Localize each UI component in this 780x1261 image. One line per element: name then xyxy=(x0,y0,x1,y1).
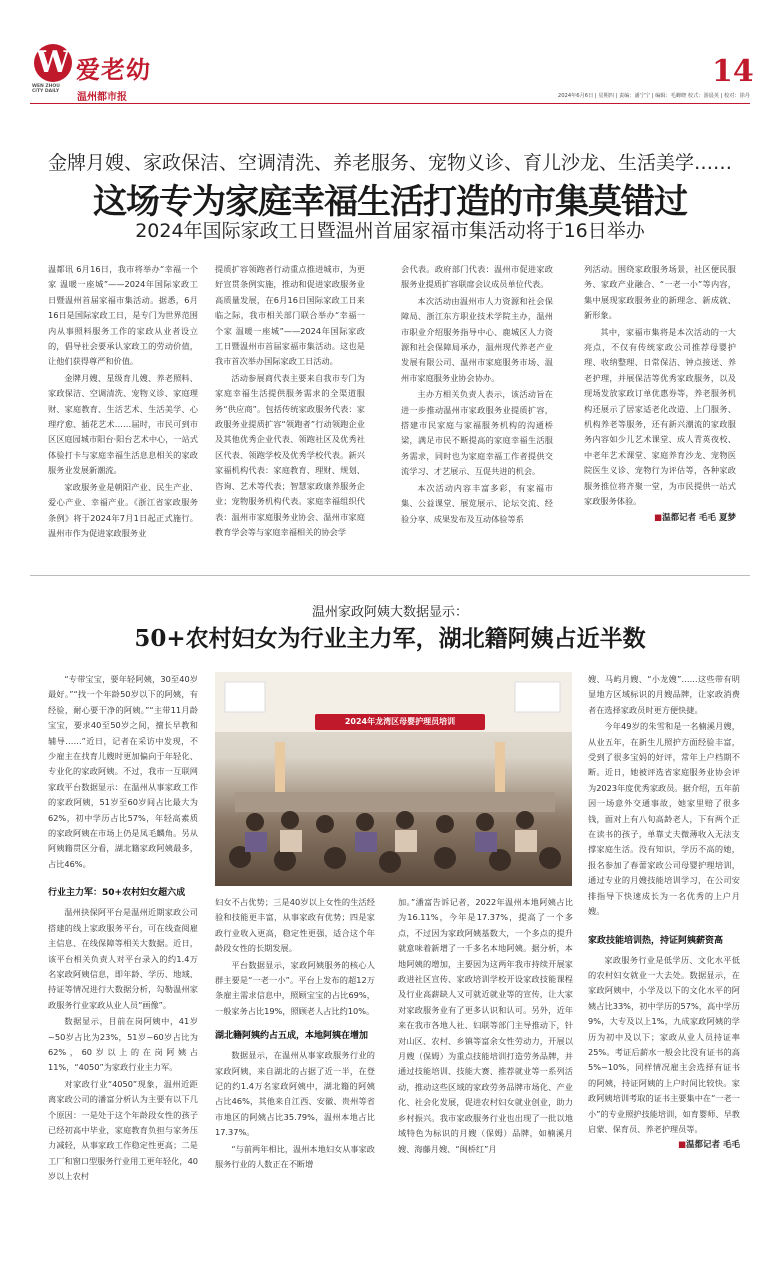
section-title: 爱老幼 xyxy=(76,55,151,84)
article1-paragraph: 家政服务业是朝阳产业、民生产业、爱心产业、幸福产业。《浙江省家政服务条例》将于2024年7月1日起正式施行。温州市作为促进家政服务业 xyxy=(48,481,198,538)
masthead xyxy=(0,0,780,106)
article2-paragraph: 数据显示，目前在岗阿姨中，41岁~50岁占比为23%，51岁~60岁占比为62%，60岁以上的在岗阿姨占11%，“4050”为家政行业主力军。 xyxy=(48,1016,198,1073)
byline-text: 温都记者 毛毛 夏梦 xyxy=(662,512,736,523)
training-photo xyxy=(215,672,572,886)
article2-paragraph: 加。”潘富告诉记者，2022年温州本地阿姨占比为16.11%，今年是17.37%，提高了一个多点，不过因为家政阿姨基数大，一个多点的提升就意味着新增了一千多名本地阿姨。据分析，本地阿姨的增加，主要因为这两年我市持续开展家政进社区宣传、家政培训学校开设家政技能课程及行业高薪缺人又可就近就业等的宣传，让大家对家政服务业有了更多认识和认可。另外，近年来在我市各地人社、妇联等部门主导推动下，针对山区、农村、乡镇等富余女性劳动力，开展以月嫂（保姆）为重点技能培训打造劳务品牌，并通过技能培训、技能大赛、推荐就业等一系列活动，推动这些区域的家政劳务品牌市场化、产业化、社会化发展，促进农村妇女就业创业，助力乡村振兴。我市家政服务行业也出现了一批以地域特色为标识的月嫂（保姆）品牌，如楠溪月嫂、海藤月嫂、“闽桥红”月 xyxy=(398,897,573,1154)
article1-paragraph: 金牌月嫂、星级育儿嫂、养老照料、家政保洁、空调清洗、宠物义诊、家庭理财、家庭教育、生活艺术、生活美学、心理疗愈、插花艺术……届时，市民可到市区区庭园城市阳台·阳台艺术中心，一站式体验打卡与家庭幸福生活息息相关的家政服务业发展新潮流。 xyxy=(48,372,198,476)
byline-mark: ■ xyxy=(654,512,663,523)
article1-column-3 xyxy=(401,262,553,528)
article2-paragraph: 数据显示，在温州从事家政服务行业的家政阿姨，来自湖北的占据了近一半，在登记的约1.4万名家政阿姨中，湖北籍的阿姨占比46%，其他来自江西、安徽、贵州等省市地区的阿姨占比35.79%，温州本地占比17.37%。 xyxy=(215,1050,375,1138)
page-meta: 2024年6月6日 | 星期四 | 责编：潘宁宁 | 编辑：毛蝉晓 校式：游晨英 | 校对：徐丹 xyxy=(557,93,750,99)
article1-subhead: 2024年国际家政工日暨温州首届家福市集活动将于16日举办 xyxy=(135,220,645,242)
byline-text: 温都记者 毛毛 xyxy=(686,1140,740,1151)
article1-headline: 这场专为家庭幸福生活打造的市集莫错过 xyxy=(93,182,687,222)
photo-illustration xyxy=(215,672,572,886)
article1-column-4 xyxy=(584,262,736,526)
logo-icon xyxy=(34,44,72,82)
article2-column-mid2 xyxy=(398,895,573,1158)
article1-paragraph: 其中，家福市集将是本次活动的一大亮点，不仅有传统家政公司推荐母婴护理、收纳整理、日常保洁、钟点接送、养老护理，并展保洁等优秀家政服务，以及现场发放家政订单优惠券等，养老服务机构还展示了居家适老化改造、上门服务、机构养老等服务，还有新兴潮流的家政服务内容如少儿艺术课堂、成人青英夜校、中老年艺术课堂、家庭养育沙龙、宠物医院医生义诊、宠物行为评估等，各种家政服务推位将齐聚一堂，为市民提供一站式家政服务体验。 xyxy=(584,326,736,507)
article2-paragraph: “专带宝宝，要年轻阿姨，30至40岁最好。”“找一个年龄50岁以下的阿姨，有经验，耐心要干净的阿姨。”“主带11月龄宝宝，要求40至50岁之间，擅长早教和辅导……”近日，记者在采访中发现，不少雇主在找育儿嫂时更加偏向于年轻化、专业化的家政阿姨。不过，我市一互联网家政平台数据显示：在温州从事家政工作的家政阿姨，51岁至60岁间占比最大为62%，初中学历占比57%，年轻高素质的家政阿姨在市场上仍是凤毛麟角。另从阿姨籍贯区分看，湖北籍家政阿姨最多，占比46%。 xyxy=(48,674,198,869)
logo-sub: WEN ZHOU CITY DAILY xyxy=(32,84,60,94)
logo-letter: W xyxy=(36,45,70,80)
article1-paragraph: 主办方相关负责人表示，该活动旨在进一步推动温州市家政服务业提质扩容，搭建市民家庭与家福服务机构的沟通桥梁，满足市民不断提高的家庭幸福生活服务需求，同时也为家庭幸福工作者提供交流学习、才艺展示、互促共进的机会。 xyxy=(401,389,553,477)
article1-paragraph: 会代表。政府部门代表：温州市促进家政服务业提质扩容联席会议成员单位代表。 xyxy=(401,264,553,290)
article1-paragraph: 列活动。围绕家政服务场景，社区便民服务、家政产业融合、“一老一小”等内容，集中展现家政服务业的新理念、新成就、新形象。 xyxy=(584,264,736,321)
subheading: 湖北籍阿姨约占五成，本地阿姨在增加 xyxy=(215,1031,369,1042)
article2-paragraph: 今年49岁的朱雪和是一名楠溪月嫂，从业五年，在新生儿照护方面经验丰富，受到了很多宝妈的好评，常年上户档期不断。近日，她被评选省家庭服务业协会评为2023年度优秀家政员。据介绍，五年前因一场意外交通事故，她家里赔了很多钱，面对上有八旬高龄老人，下有两个正在读书的孩子，单靠丈夫微薄收入无法支撑家庭生活。没有知识，学历不高的她，报名参加了春蕾家政公司母婴护理培训，通过专业的月嫂技能培训学习，在公司安排指导下快速成长为一名优秀的上户月嫂。 xyxy=(588,721,740,917)
article1-column-2 xyxy=(215,262,365,541)
article2-kicker: 温州家政阿姨大数据显示： xyxy=(311,605,468,620)
paper-name: 温州都市报 xyxy=(77,92,127,103)
article1-paragraph: 本次活动内容丰富多彩，有家福市集、公益课堂、展览展示、论坛交流、经验分享、成果发布及互动体验等系 xyxy=(401,482,553,524)
article2-paragraph: 家政服务行业是低学历、文化水平低的农村妇女就业一大去处。数据显示，在家政阿姨中，小学及以下的文化水平的阿姨占比33%，初中学历的57%，高中学历9%，大专及以上1%，九成家政阿姨的学历为初中及以下；家政从业人员持证率25%。考证后薪水一般会比没有证书的高5%~10%，同样情况雇主会选择有证书的阿姨，持证阿姨的上户时间比较快。家政阿姨培训考取的证书主要集中在“一老一小”的专业照护技能培训，如育婴师、早教启蒙、保育员、养老护理员等。 xyxy=(588,954,740,1134)
article2-byline xyxy=(588,1138,740,1153)
article1-paragraph: 本次活动由温州市人力资源和社会保障局、浙江东方职业技术学院主办，温州市职业介绍服务指导中心、鹿城区人力资源和社会保障局承办，温州现代养老产业发展有限公司、温州市家庭服务市场、温州市家庭服务业协会协办。 xyxy=(401,295,553,383)
article2-paragraph: “与前两年相比，温州本地妇女从事家政服务行业的人数正在不断增 xyxy=(215,1143,375,1170)
page-number: 14 xyxy=(712,54,754,89)
article1-column-1 xyxy=(48,262,198,542)
article2-paragraph: 对家政行业“4050”现象，温州近距离家政公司的潘富分析认为主要有以下几个原因：一是处于这个年龄段女性的孩子已经初高中毕业，家庭教育负担与家务压力减轻，从事家政工作稳定性更高；二是工厂和窗口型服务行业用工更年轻化，40岁以上农村 xyxy=(48,1078,198,1182)
article1-paragraph: 温都讯 6月16日，我市将举办“幸福一个家 温暖一座城”——2024年国际家政工日暨温州首届家福市集活动。据悉，6月16日是国际家政工日，是专门为世界范围内从事照料服务工作的家政从业者设立的，倡导社会要承认家政工的劳动价值，让他们获得尊严和价值。 xyxy=(48,264,198,367)
article2-paragraph: 妇女不占优势；三是40岁以上女性的生活经验和技能更丰富，从事家政有优势；四是家政行业收入更高，稳定性更强，适合这个年龄段女性的长期发展。 xyxy=(215,897,375,954)
article2-column-mid1 xyxy=(215,895,375,1174)
section-divider xyxy=(30,575,750,576)
article2-paragraph: 平台数据显示，家政阿姨服务的核心人群主要是“一老一小”。平台上发布的超12万条雇主需求信息中，照顾宝宝的占比69%，一般家务占比19%，照顾老人占比约10%。 xyxy=(215,959,375,1016)
photo-banner: 2024年龙湾区母婴护理员培训 xyxy=(315,714,485,730)
article1-byline xyxy=(584,511,736,526)
article2-paragraph: 温州抉保阿平台是温州近期家政公司搭建的线上家政服务平台，可在线查阅雇主信息、在线保障等相关大数据。近日，该平台相关负责人对平台录入的约1.4万名家政阿姨信息，即年龄、学历、地域、持证等情况进行大数据分析，勾勒温州家政服务行业家政从业人员“画像”。 xyxy=(48,907,198,1010)
article2-column-left xyxy=(48,672,198,1186)
byline-mark: ■ xyxy=(678,1140,687,1151)
article1-paragraph: 提质扩容领跑者行动重点推进城市，为更好宣贯条例实施，推动和促进家政服务业高质量发展，在6月16日国际家政工日来临之际，我市相关部门联合举办“幸福一个家 温暖一座城”——2024年国际家政工日暨温州市首届家福市集活动。这也是我市首次举办国际家政工日活动。 xyxy=(215,264,365,367)
subheading: 行业主力军：50+农村妇女超六成 xyxy=(48,888,186,899)
article1-paragraph: 活动参展商代表主要来自我市专门为家庭幸福生活提供服务需求的全渠道服务“供应商”。包括传统家政服务代表：家政服务业提质扩容“领跑者”行动领跑企业及其他优秀企业代表、领跑社区及优秀社区代表、领跑学校及优秀学校代表。新兴家福机构代表：家庭教育、理财、规划、咨询、艺术等代表；智慧家政康养服务企业；宠物服务机构代表。家庭幸福组织代表：温州市家庭服务业协会、温州市家庭教育学会等与家庭幸福相关的协会学 xyxy=(215,372,365,537)
article1-kicker: 金牌月嫂、家政保洁、空调清洗、养老服务、宠物义诊、育儿沙龙、生活美学…… xyxy=(47,152,732,174)
article2-column-right xyxy=(588,672,740,1154)
subheading: 家政技能培训热，持证阿姨薪资高 xyxy=(588,935,724,946)
masthead-rule xyxy=(30,103,750,104)
article2-paragraph: 嫂、马屿月嫂、“小龙嫂”……这些带有明显地方区域标识的月嫂品牌，让家政消费者在选择家政员时更方便快捷。 xyxy=(588,674,740,715)
article2-headline: 50+农村妇女为行业主力军，湖北籍阿姨占近半数 xyxy=(134,625,646,652)
